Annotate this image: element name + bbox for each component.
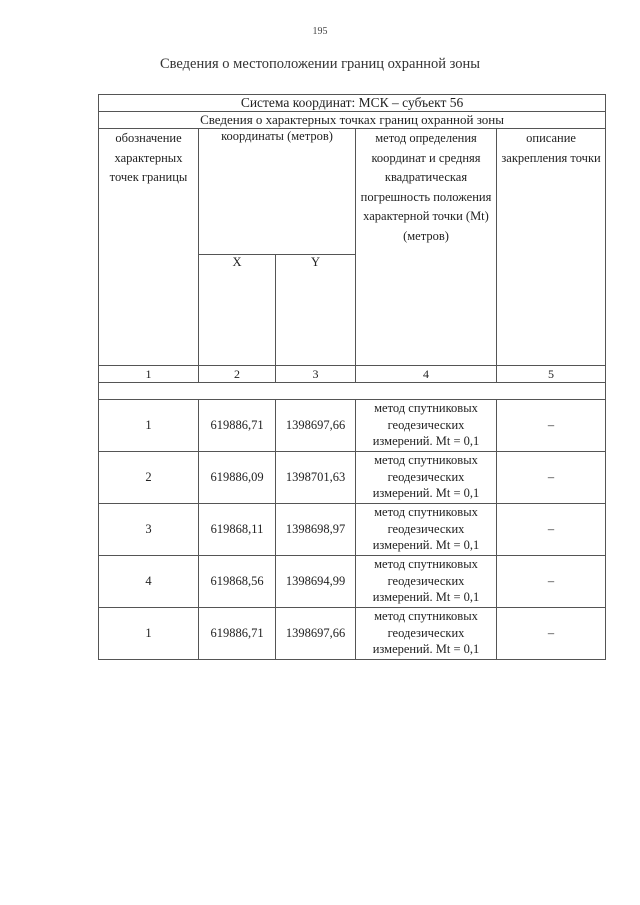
method-cell: метод спутниковых геодезических измерений. Mt = 0,1 [356,452,497,504]
y-cell: 1398697,66 [276,400,356,452]
header-point-designation: обозначение характерных точек границы [99,129,199,366]
description-cell: – [497,556,606,608]
point-cell: 1 [99,608,199,660]
coordinate-system-row: Система координат: МСК – субъект 56 [99,95,606,112]
method-cell: метод спутниковых геодезических измерений. Mt = 0,1 [356,400,497,452]
y-cell: 1398694,99 [276,556,356,608]
column-number: 2 [199,366,276,383]
x-cell: 619868,56 [199,556,276,608]
method-cell: метод спутниковых геодезических измерений. Mt = 0,1 [356,556,497,608]
description-cell: – [497,608,606,660]
column-number: 3 [276,366,356,383]
description-cell: – [497,504,606,556]
description-cell: – [497,400,606,452]
header-description: описание закрепления точки [497,129,606,366]
table-row [99,504,606,556]
method-cell: метод спутниковых геодезических измерений. Mt = 0,1 [356,608,497,660]
point-cell: 4 [99,556,199,608]
y-cell: 1398697,66 [276,608,356,660]
method-cell: метод спутниковых геодезических измерений. Mt = 0,1 [356,504,497,556]
x-cell: 619886,71 [199,608,276,660]
header-method: метод определения координат и средняя квадратическая погрешность положения характерной точки (Mt) (метров) [356,129,497,366]
column-number: 4 [356,366,497,383]
column-number: 5 [497,366,606,383]
table-row [99,400,606,452]
table-row [99,608,606,660]
point-cell: 1 [99,400,199,452]
document-title: Сведения о местоположении границ охранной зоны [159,56,480,72]
y-cell: 1398701,63 [276,452,356,504]
points-info-row: Сведения о характерных точках границ охранной зоны [99,112,606,129]
boundary-points-table [98,94,606,660]
point-cell: 3 [99,504,199,556]
point-cell: 2 [99,452,199,504]
header-coordinates: координаты (метров) [199,129,356,255]
x-cell: 619868,11 [199,504,276,556]
page-number: 195 [312,26,328,37]
x-cell: 619886,71 [199,400,276,452]
y-cell: 1398698,97 [276,504,356,556]
header-x: X [199,255,276,366]
x-cell: 619886,09 [199,452,276,504]
column-number: 1 [99,366,199,383]
spacer-row [99,383,606,400]
description-cell: – [497,452,606,504]
table-row [99,556,606,608]
header-y: Y [276,255,356,366]
table-row [99,452,606,504]
